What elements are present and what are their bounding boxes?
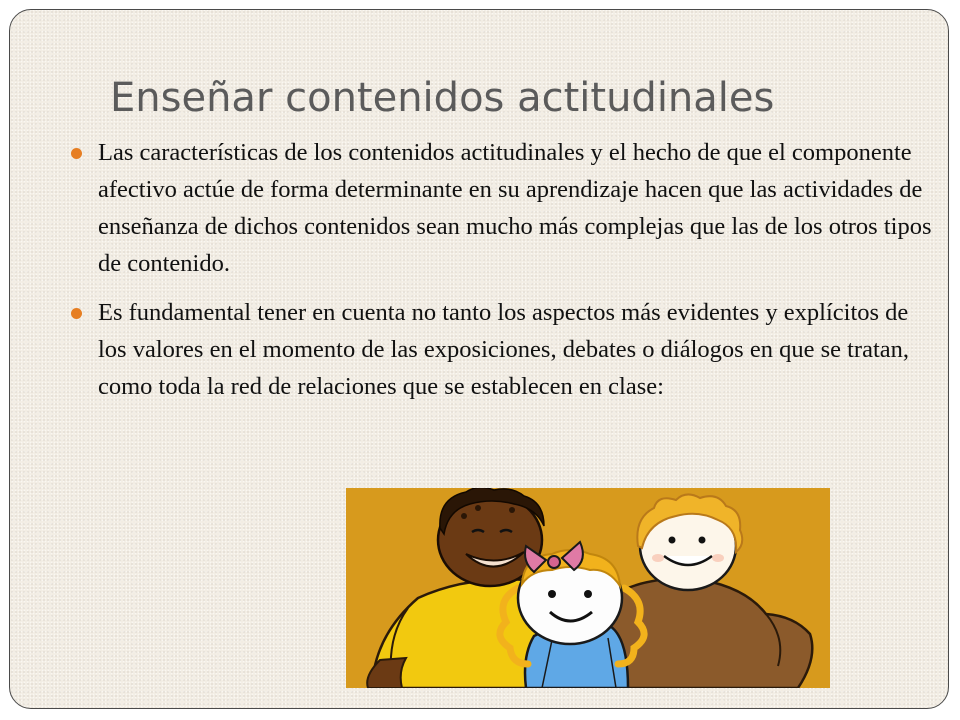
bullet-marker-icon bbox=[71, 308, 82, 319]
bullet-list bbox=[70, 134, 940, 417]
bullet-marker-icon bbox=[71, 148, 82, 159]
bullet-text: Es fundamental tener en cuenta no tanto los aspectos más evidentes y explícitos de los valores en el momento de las exposiciones, debates o diálogos en que se tratan, como toda la red de relaciones que se establecen en clase: bbox=[98, 299, 910, 400]
bullet-text: Las características de los contenidos actitudinales y el hecho de que el componente afectivo actúe de forma determinante en su aprendizaje hacen que las actividades de enseñanza de dichos contenidos sean mucho más complejas que las de los otros tipos de contenido. bbox=[98, 139, 932, 277]
children-group-illustration bbox=[346, 488, 830, 688]
bullet-item bbox=[70, 294, 940, 405]
bullet-item bbox=[70, 134, 940, 282]
slide-frame bbox=[9, 9, 949, 709]
slide-title: Enseñar contenidos actitudinales bbox=[110, 75, 775, 121]
